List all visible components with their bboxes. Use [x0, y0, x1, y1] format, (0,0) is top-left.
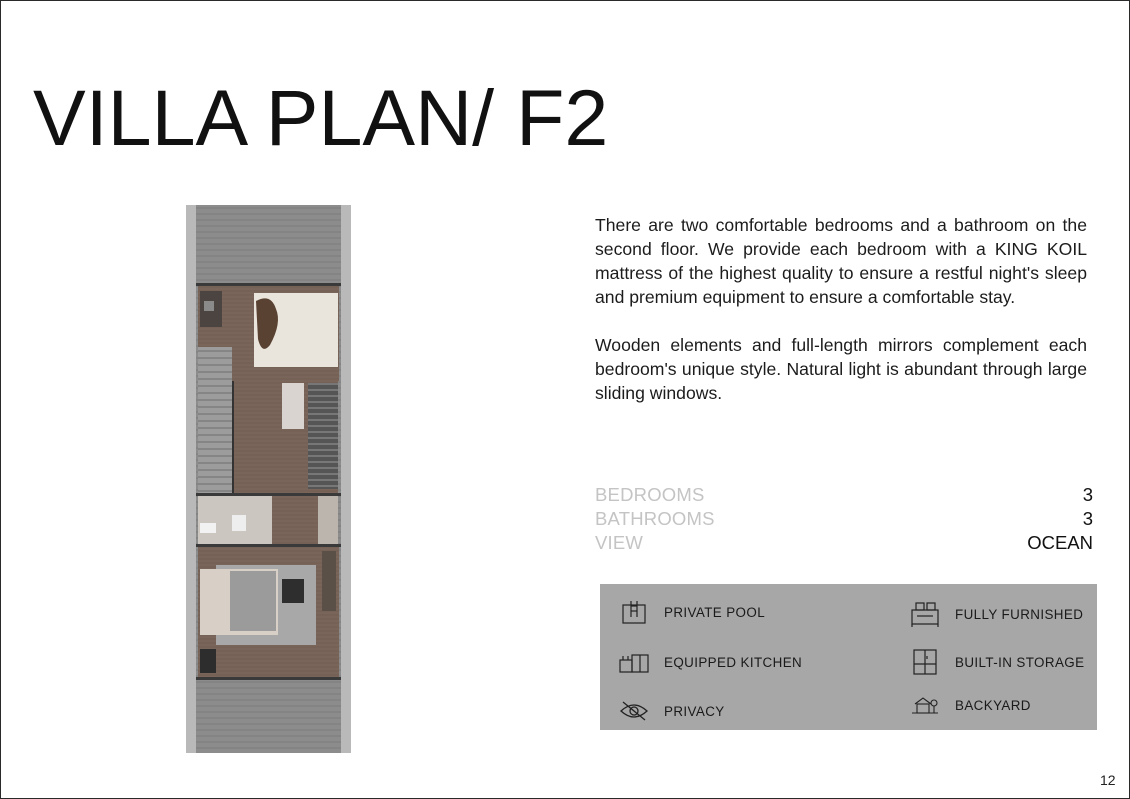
specs-table	[595, 483, 1093, 555]
pool-icon	[618, 596, 650, 628]
amenity-label: BACKYARD	[955, 697, 1031, 713]
description	[595, 213, 1087, 429]
amenity-label: PRIVATE POOL	[664, 604, 766, 620]
amenity-fully-furnished	[909, 598, 1083, 630]
amenity-label: FULLY FURNISHED	[955, 606, 1084, 622]
amenity-label: PRIVACY	[664, 703, 725, 719]
spec-row-view	[595, 531, 1093, 555]
amenity-privacy	[618, 695, 725, 727]
spec-label: VIEW	[595, 532, 644, 553]
description-paragraph: Wooden elements and full-length mirrors complement each bedroom's unique style. Natural light is abundant through large sliding windows.	[595, 335, 1087, 403]
amenity-equipped-kitchen	[618, 646, 802, 678]
amenity-label: EQUIPPED KITCHEN	[664, 654, 803, 670]
spec-label: BEDROOMS	[595, 484, 705, 505]
page-number: 12	[1100, 772, 1116, 788]
floor-plan-image	[186, 205, 351, 753]
amenity-built-in-storage	[909, 646, 1084, 678]
spec-value: OCEAN	[1027, 532, 1093, 553]
amenity-backyard	[909, 689, 1031, 721]
amenity-label: BUILT-IN STORAGE	[955, 654, 1085, 670]
amenities-panel	[600, 584, 1097, 730]
kitchen-icon	[618, 646, 650, 678]
spec-row-bathrooms	[595, 507, 1093, 531]
eye-slash-icon	[618, 695, 650, 727]
storage-icon	[909, 646, 941, 678]
spec-value: 3	[1082, 484, 1093, 505]
furniture-icon	[909, 598, 941, 630]
spec-row-bedrooms	[595, 483, 1093, 507]
page-title: VILLA PLAN/ F2	[33, 73, 609, 162]
description-paragraph: There are two comfortable bedrooms and a bathroom on the second floor. We provide each bedroom with a KING KOIL mattress of the highest quality to ensure a restful night's sleep and premium equipment to ensure a comfortable stay.	[595, 215, 1087, 307]
amenity-private-pool	[618, 596, 765, 628]
spec-label: BATHROOMS	[595, 508, 715, 529]
backyard-icon	[909, 689, 941, 721]
spec-value: 3	[1082, 508, 1093, 529]
